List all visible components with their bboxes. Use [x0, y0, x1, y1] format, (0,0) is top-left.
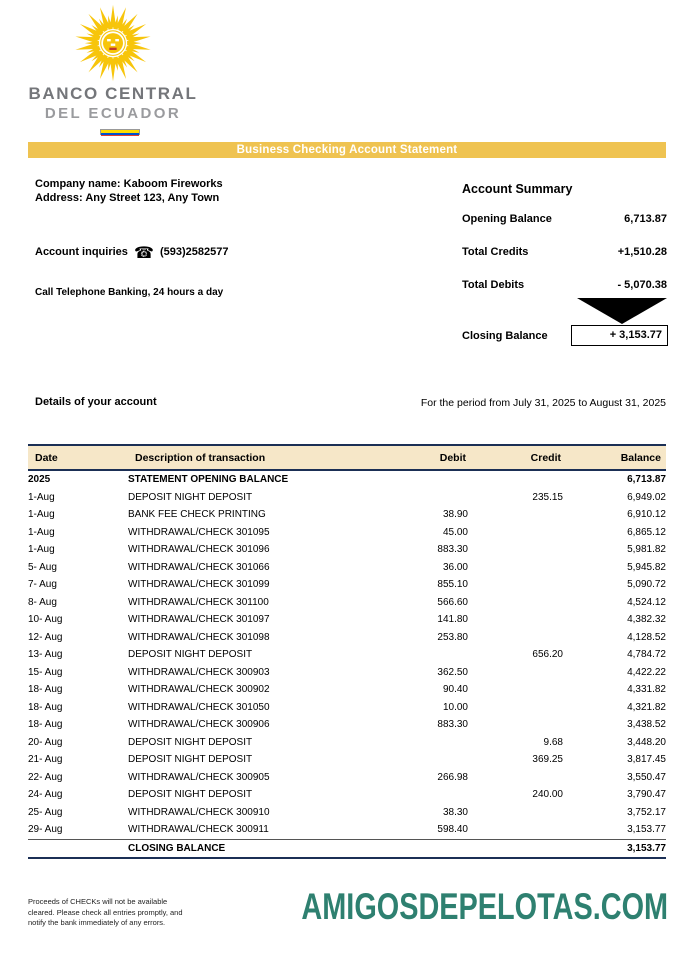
- opening-balance-label: Opening Balance: [462, 213, 552, 225]
- cell-debit: 90.40: [442, 684, 468, 695]
- cell-debit: [358, 839, 468, 858]
- cell-balance: 3,550.47: [627, 771, 666, 783]
- cell-credit: [468, 839, 563, 858]
- telephone-banking-line: Call Telephone Banking, 24 hours a day: [35, 287, 224, 298]
- ecuador-flag-icon: [100, 129, 140, 135]
- company-address-line: Address: Any Street 123, Any Town: [35, 192, 220, 204]
- cell-credit: [468, 524, 563, 542]
- cell-credit: [468, 769, 563, 787]
- cell-date: 20- Aug: [28, 736, 63, 748]
- cell-description: WITHDRAWAL/CHECK 301099: [128, 579, 270, 590]
- cell-description: WITHDRAWAL/CHECK 301096: [128, 544, 270, 555]
- bank-name-line1: BANCO CENTRAL: [28, 84, 198, 103]
- cell-date: 5- Aug: [28, 561, 57, 573]
- cell-debit: 266.98: [437, 771, 468, 783]
- company-info: [35, 177, 223, 205]
- table-row: [28, 699, 666, 717]
- cell-description: BANK FEE CHECK PRINTING: [128, 509, 266, 520]
- total-credits-label: Total Credits: [462, 246, 529, 258]
- cell-description: DEPOSIT NIGHT DEPOSIT: [128, 789, 253, 800]
- statement-title: Business Checking Account Statement: [236, 144, 458, 156]
- cell-date: 29- Aug: [28, 824, 63, 835]
- cell-date: 21- Aug: [28, 754, 63, 765]
- cell-debit: 362.50: [437, 666, 468, 678]
- summary-row-credits: [462, 246, 667, 258]
- transactions-table: [28, 444, 666, 859]
- cell-credit: [468, 716, 563, 734]
- account-summary: [462, 182, 667, 312]
- cell-balance: 3,817.45: [627, 754, 666, 765]
- closing-balance-value: + 3,153.77: [571, 325, 668, 346]
- arrow-down-icon: [577, 298, 667, 324]
- company-name-line: Company name: Kaboom Fireworks: [35, 178, 223, 190]
- cell-debit: [358, 470, 468, 489]
- cell-date: 12- Aug: [28, 631, 63, 643]
- cell-credit: [468, 470, 563, 489]
- table-row: [28, 559, 666, 577]
- cell-credit: [468, 821, 563, 839]
- cell-debit: 141.80: [437, 614, 468, 625]
- cell-date: 1-Aug: [28, 509, 55, 520]
- cell-credit: 235.15: [532, 491, 563, 503]
- table-row: [28, 664, 666, 682]
- closing-balance-label: Closing Balance: [462, 330, 548, 342]
- cell-description: DEPOSIT NIGHT DEPOSIT: [128, 649, 253, 660]
- cell-credit: [468, 629, 563, 647]
- table-row: [28, 786, 666, 804]
- column-header: Credit: [468, 445, 563, 470]
- cell-balance: 6,713.87: [627, 474, 666, 485]
- cell-description: WITHDRAWAL/CHECK 301100: [128, 596, 269, 608]
- cell-debit: [358, 734, 468, 752]
- account-inquiries-label: Account inquiries: [35, 246, 128, 258]
- telephone-icon: ☎: [133, 243, 154, 262]
- cell-debit: 883.30: [437, 544, 468, 555]
- cell-credit: 369.25: [532, 754, 563, 765]
- cell-balance: 6,865.12: [627, 526, 666, 538]
- bank-name-line2: DEL ECUADOR: [44, 105, 182, 122]
- table-row: [28, 839, 666, 858]
- cell-description: WITHDRAWAL/CHECK 300910: [128, 806, 270, 818]
- cell-balance: 6,949.02: [627, 491, 666, 503]
- cell-description: WITHDRAWAL/CHECK 301097: [128, 614, 270, 625]
- cell-balance: 3,448.20: [627, 736, 666, 748]
- cell-description: STATEMENT OPENING BALANCE: [128, 474, 289, 485]
- cell-date: 22- Aug: [28, 771, 63, 783]
- table-row: [28, 751, 666, 769]
- table-row: [28, 821, 666, 839]
- cell-balance: 5,981.82: [627, 544, 666, 555]
- cell-debit: 45.00: [442, 526, 468, 538]
- cell-description: DEPOSIT NIGHT DEPOSIT: [128, 491, 253, 503]
- cell-credit: [468, 506, 563, 524]
- cell-balance: 4,128.52: [627, 631, 666, 643]
- cell-balance: 5,090.72: [627, 579, 666, 590]
- opening-balance-value: 6,713.87: [624, 213, 667, 225]
- cell-debit: 883.30: [437, 719, 468, 730]
- account-summary-title: Account Summary: [462, 182, 573, 196]
- cell-balance: 6,910.12: [627, 509, 666, 520]
- table-row: [28, 629, 666, 647]
- cell-credit: [468, 804, 563, 822]
- cell-balance: 3,153.77: [563, 839, 666, 858]
- cell-debit: [358, 646, 468, 664]
- cell-date: 1-Aug: [28, 544, 55, 555]
- cell-debit: 36.00: [442, 561, 468, 573]
- cell-balance: 3,438.52: [627, 719, 666, 730]
- total-debits-value: - 5,070.38: [617, 279, 667, 291]
- cell-balance: 4,524.12: [627, 596, 666, 608]
- table-header-row: [28, 445, 666, 470]
- cell-description: DEPOSIT NIGHT DEPOSIT: [128, 736, 253, 748]
- footer-disclaimer: [28, 897, 243, 929]
- details-heading: Details of your account: [35, 396, 157, 408]
- cell-credit: [468, 559, 563, 577]
- cell-credit: [468, 594, 563, 612]
- bank-logo-block: [24, 4, 202, 140]
- cell-debit: 566.60: [437, 596, 468, 608]
- cell-balance: 4,331.82: [627, 684, 666, 695]
- cell-date: 1-Aug: [28, 491, 55, 503]
- table-row: [28, 611, 666, 629]
- cell-debit: 38.90: [442, 509, 468, 520]
- cell-balance: 3,790.47: [627, 789, 666, 800]
- cell-description: WITHDRAWAL/CHECK 300902: [128, 684, 270, 695]
- cell-credit: 656.20: [532, 649, 563, 660]
- disclaimer-line: cleared. Please check all entries promptly, and: [28, 907, 183, 917]
- statement-title-bar: [28, 142, 666, 158]
- total-debits-label: Total Debits: [462, 279, 525, 291]
- cell-balance: 4,784.72: [627, 649, 666, 660]
- cell-balance: 3,752.17: [627, 806, 666, 818]
- cell-description: DEPOSIT NIGHT DEPOSIT: [128, 754, 253, 765]
- cell-date: 25- Aug: [28, 806, 63, 818]
- account-inquiries-phone: (593)2582577: [159, 246, 229, 258]
- cell-date: 18- Aug: [28, 684, 63, 695]
- table-row: [28, 489, 666, 507]
- table-row: [28, 541, 666, 559]
- cell-date: [28, 839, 128, 858]
- column-header: Date: [28, 445, 128, 470]
- cell-credit: [468, 576, 563, 594]
- cell-credit: 240.00: [532, 789, 563, 800]
- summary-row-debits: [462, 279, 667, 291]
- cell-description: WITHDRAWAL/CHECK 300903: [128, 666, 270, 678]
- total-credits-value: +1,510.28: [617, 246, 667, 258]
- cell-date: 13- Aug: [28, 649, 63, 660]
- cell-credit: [468, 664, 563, 682]
- cell-credit: 9.68: [543, 736, 563, 748]
- cell-balance: 4,382.32: [627, 614, 666, 625]
- table-row: [28, 506, 666, 524]
- cell-description: WITHDRAWAL/CHECK 301098: [128, 631, 270, 643]
- cell-debit: [358, 751, 468, 769]
- table-row: [28, 769, 666, 787]
- cell-debit: 253.80: [437, 631, 468, 643]
- cell-date: 10- Aug: [28, 614, 63, 625]
- table-row: [28, 470, 666, 489]
- cell-balance: 4,422.22: [627, 666, 666, 678]
- cell-date: 18- Aug: [28, 701, 63, 713]
- cell-credit: [468, 699, 563, 717]
- disclaimer-line: notify the bank immediately of any errors.: [28, 918, 166, 927]
- cell-credit: [468, 611, 563, 629]
- cell-balance: 5,945.82: [627, 561, 666, 573]
- table-body: [28, 470, 666, 858]
- cell-debit: 598.40: [437, 824, 468, 835]
- cell-description: WITHDRAWAL/CHECK 300905: [128, 771, 270, 783]
- cell-debit: [358, 786, 468, 804]
- cell-description: WITHDRAWAL/CHECK 300911: [128, 824, 269, 835]
- cell-balance: 4,321.82: [627, 701, 666, 713]
- table-row: [28, 716, 666, 734]
- cell-credit: [468, 541, 563, 559]
- cell-description: WITHDRAWAL/CHECK 301095: [128, 526, 270, 538]
- cell-debit: 855.10: [437, 579, 468, 590]
- disclaimer-line: Proceeds of CHECKs will not be available: [28, 897, 168, 906]
- column-header: Description of transaction: [128, 445, 358, 470]
- cell-debit: 10.00: [442, 701, 468, 713]
- table-row: [28, 576, 666, 594]
- cell-date: 24- Aug: [28, 789, 63, 800]
- cell-date: 7- Aug: [28, 579, 57, 590]
- table-row: [28, 734, 666, 752]
- table-row: [28, 681, 666, 699]
- cell-description: WITHDRAWAL/CHECK 301066: [128, 561, 270, 573]
- cell-date: 18- Aug: [28, 719, 63, 730]
- cell-balance: 3,153.77: [627, 824, 666, 835]
- cell-date: 2025: [28, 474, 51, 485]
- statement-period: For the period from July 31, 2025 to August 31, 2025: [420, 397, 666, 409]
- table-row: [28, 594, 666, 612]
- column-header: Debit: [358, 445, 468, 470]
- cell-date: 15- Aug: [28, 666, 63, 678]
- table-row: [28, 804, 666, 822]
- table-row: [28, 646, 666, 664]
- account-inquiries-line: [35, 243, 228, 262]
- column-header: Balance: [563, 445, 666, 470]
- cell-description: CLOSING BALANCE: [128, 839, 358, 858]
- table-row: [28, 524, 666, 542]
- cell-description: WITHDRAWAL/CHECK 300906: [128, 719, 270, 730]
- cell-debit: [358, 489, 468, 507]
- summary-row-opening: [462, 213, 667, 225]
- cell-credit: [468, 681, 563, 699]
- cell-date: 8- Aug: [28, 596, 57, 608]
- cell-description: WITHDRAWAL/CHECK 301050: [128, 701, 270, 713]
- cell-date: 1-Aug: [28, 526, 55, 538]
- cell-debit: 38.30: [442, 806, 468, 818]
- inti-sun-icon: [59, 4, 167, 84]
- watermark-brand: AMIGOSDEPELOTAS.COM: [301, 886, 668, 927]
